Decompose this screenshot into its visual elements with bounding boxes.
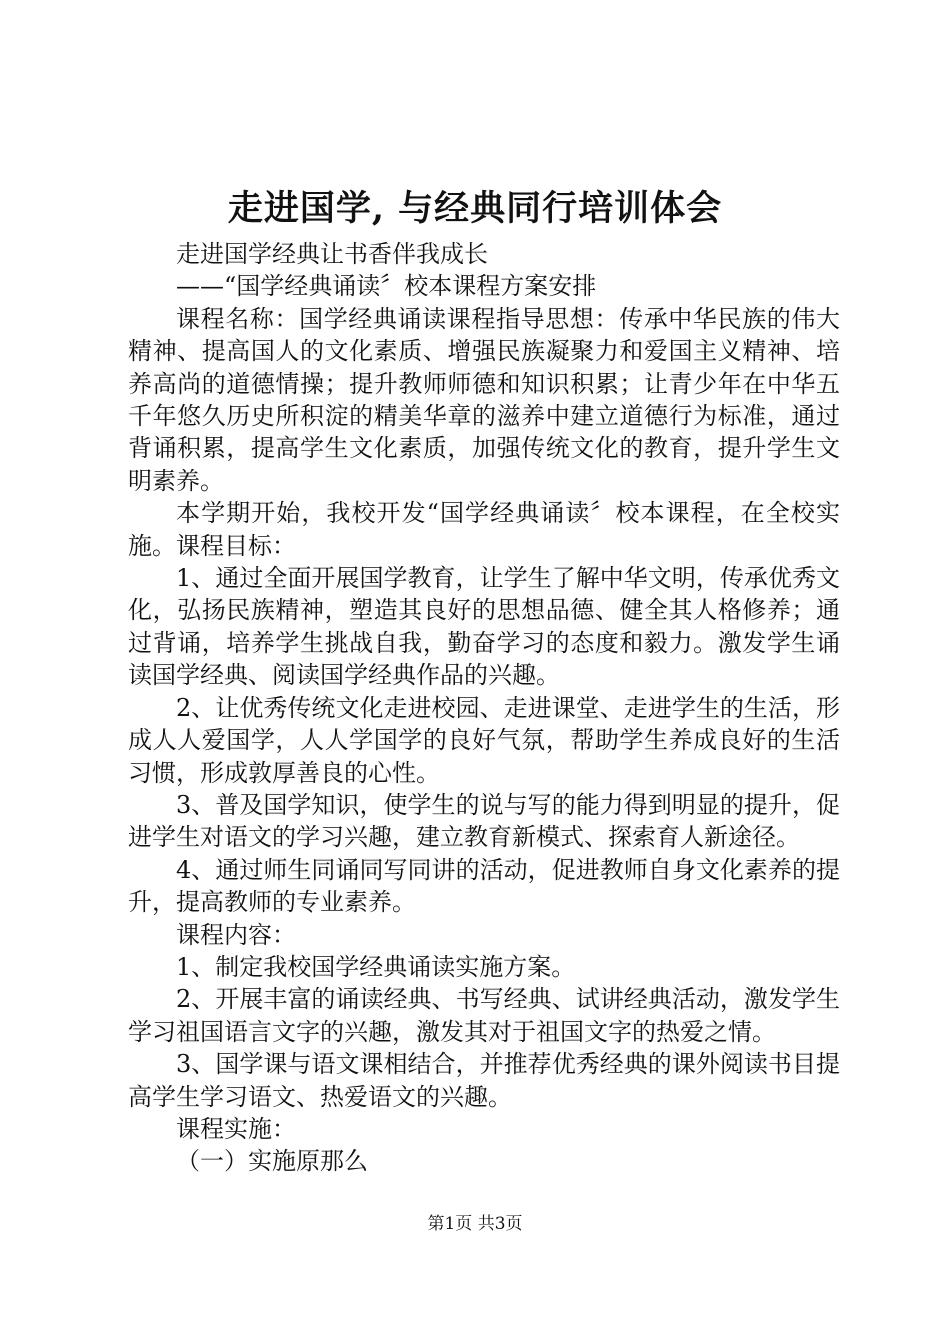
document-body <box>128 238 840 1178</box>
paragraph-implementation-heading: 课程实施： <box>176 1114 296 1143</box>
paragraph-semester-start: 本学期开始，我校开发“国学经典诵读〞校本课程，在全校实施。课程目标： <box>128 499 840 560</box>
paragraph-implementation-principle: （一）实施原那么 <box>176 1147 368 1176</box>
paragraph-program-heading: ——“国学经典诵读〞校本课程方案安排 <box>176 272 597 301</box>
paragraph-goal-4: 4、通过师生同诵同写同讲的活动，促进教师自身文化素养的提升，提高教师的专业素养。 <box>128 855 840 917</box>
paragraph-course-name: 课程名称：国学经典诵读课程指导思想：传承中华民族的伟大精神、提高国人的文化素质、增强民族凝聚力和爱国主义精神、培养高尚的道德情操；提升教师师德和知识积累；让青少年在中华五千年悠久历史所积淀的精美华章的滋养中建立道德行为标准，通过背诵积累，提高学生文化素质，加强传统文化的教育，提升学生文明素养。 <box>128 304 840 495</box>
paragraph-content-3: 3、国学课与语文课相结合，并推荐优秀经典的课外阅读书目提高学生学习语文、热爱语文的兴趣。 <box>128 1050 840 1111</box>
paragraph-content-2: 2、开展丰富的诵读经典、书写经典、试讲经典活动，激发学生学习祖国语言文字的兴趣，激发其对于祖国文字的热爱之情。 <box>128 985 840 1046</box>
paragraph-goal-3: 3、普及国学知识，使学生的说与写的能力得到明显的提升，促进学生对语文的学习兴趣，建立教育新模式、探索育人新途径。 <box>128 790 840 852</box>
paragraph-goal-1: 1、通过全面开展国学教育，让学生了解中华文明，传承优秀文化，弘扬民族精神，塑造其良好的思想品德、健全其人格修养；通过背诵，培养学生挑战自我，勤奋学习的态度和毅力。激发学生诵读国学经典、阅读国学经典作品的兴趣。 <box>128 564 840 690</box>
paragraph-content-heading: 课程内容： <box>176 920 296 949</box>
paragraph-content-1: 1、制定我校国学经典诵读实施方案。 <box>176 952 576 981</box>
page-footer: 第1页 共3页 <box>427 1214 523 1234</box>
paragraph-goal-2: 2、让优秀传统文化走进校园、走进课堂、走进学生的生活，形成人人爱国学，人人学国学的良好气氛，帮助学生养成良好的生活习惯，形成敦厚善良的心性。 <box>128 693 840 787</box>
paragraph-subtitle: 走进国学经典让书香伴我成长 <box>176 240 488 268</box>
document-title: 走进国学, 与经典同行培训体会 <box>227 188 723 229</box>
